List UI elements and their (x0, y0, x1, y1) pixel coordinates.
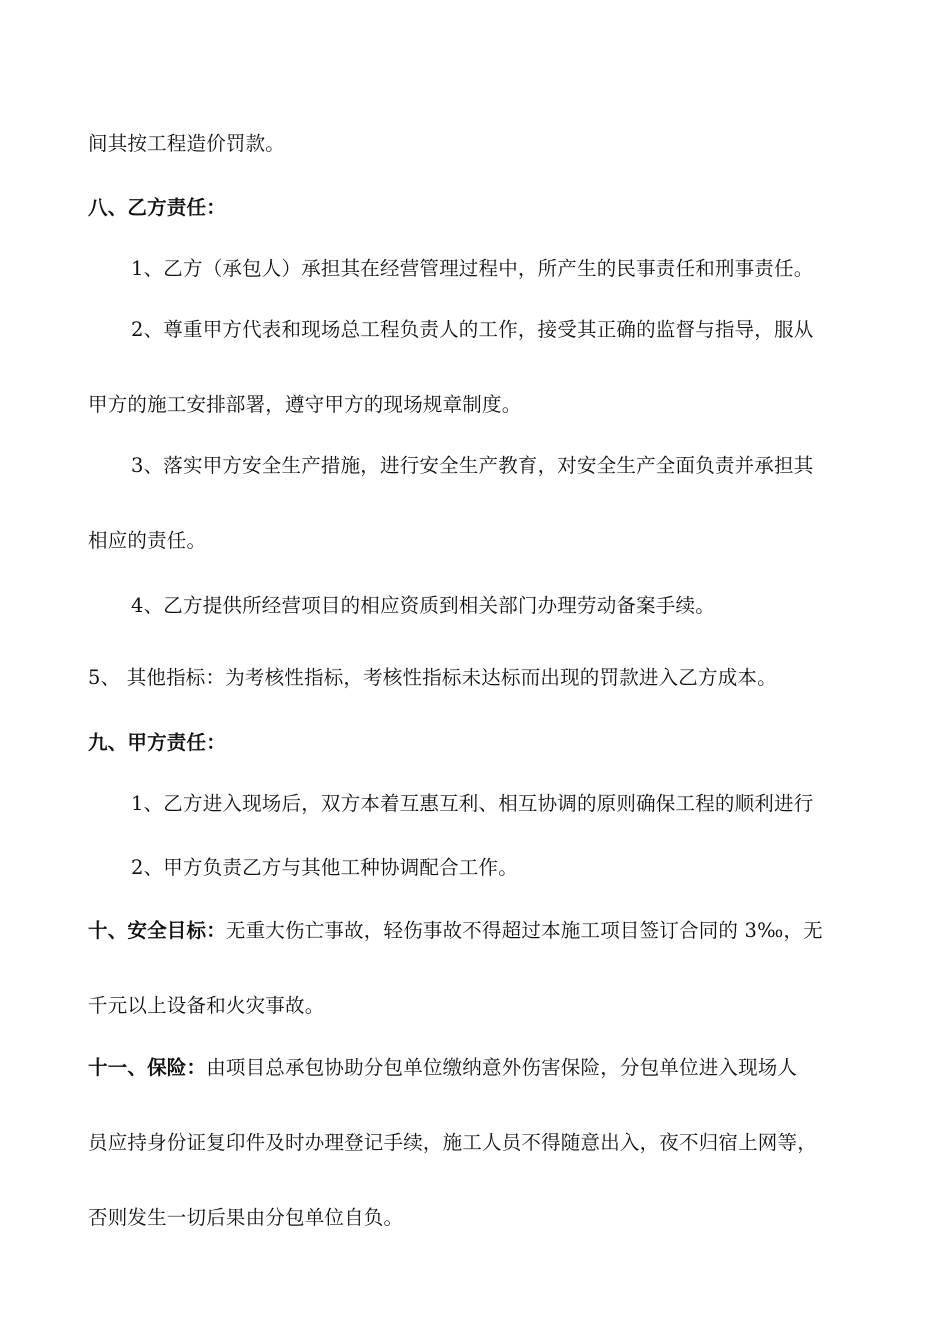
party-b-item-2-line-1: 2、尊重甲方代表和现场总工程负责人的工作，接受其正确的监督与指导，服从 (131, 318, 814, 341)
paragraph-line-continuation: 间其按工程造价罚款。 (88, 132, 286, 155)
insurance-heading: 十一、保险： (88, 1056, 207, 1079)
party-b-item-3-line-1: 3、落实甲方安全生产措施，进行安全生产教育，对安全生产全面负责并承担其 (131, 454, 814, 477)
section-heading-party-b: 八、乙方责任： (88, 196, 226, 219)
insurance-line-1 (88, 1056, 797, 1080)
safety-goal-line-2: 千元以上设备和火灾事故。 (88, 994, 325, 1017)
party-b-item-3-line-2: 相应的责任。 (88, 529, 207, 552)
safety-goal-line-1 (88, 919, 823, 943)
safety-goal-text: 无重大伤亡事故，轻伤事故不得超过本施工项目签订合同的 3‰，无 (225, 919, 823, 942)
insurance-line-2: 员应持身份证复印件及时办理登记手续，施工人员不得随意出入，夜不归宿上网等， (88, 1131, 817, 1154)
party-a-item-1: 1、乙方进入现场后，双方本着互惠互利、相互协调的原则确保工程的顺利进行 (131, 792, 814, 815)
party-a-item-2: 2、甲方负责乙方与其他工种协调配合工作。 (131, 856, 518, 879)
party-b-item-2-line-2: 甲方的施工安排部署，遵守甲方的现场规章制度。 (88, 393, 522, 416)
section-heading-party-a: 九、甲方责任： (88, 731, 226, 754)
party-b-item-5: 5、 其他指标：为考核性指标，考核性指标未达标而出现的罚款进入乙方成本。 (88, 666, 777, 689)
party-b-item-4: 4、乙方提供所经营项目的相应资质到相关部门办理劳动备案手续。 (131, 594, 715, 617)
insurance-text: 由项目总承包协助分包单位缴纳意外伤害保险，分包单位进入现场人 (206, 1056, 798, 1079)
party-b-item-1: 1、乙方（承包人）承担其在经营管理过程中，所产生的民事责任和刑事责任。 (131, 257, 814, 280)
safety-goal-heading: 十、安全目标： (88, 919, 226, 942)
insurance-line-3: 否则发生一切后果由分包单位自负。 (88, 1206, 404, 1229)
